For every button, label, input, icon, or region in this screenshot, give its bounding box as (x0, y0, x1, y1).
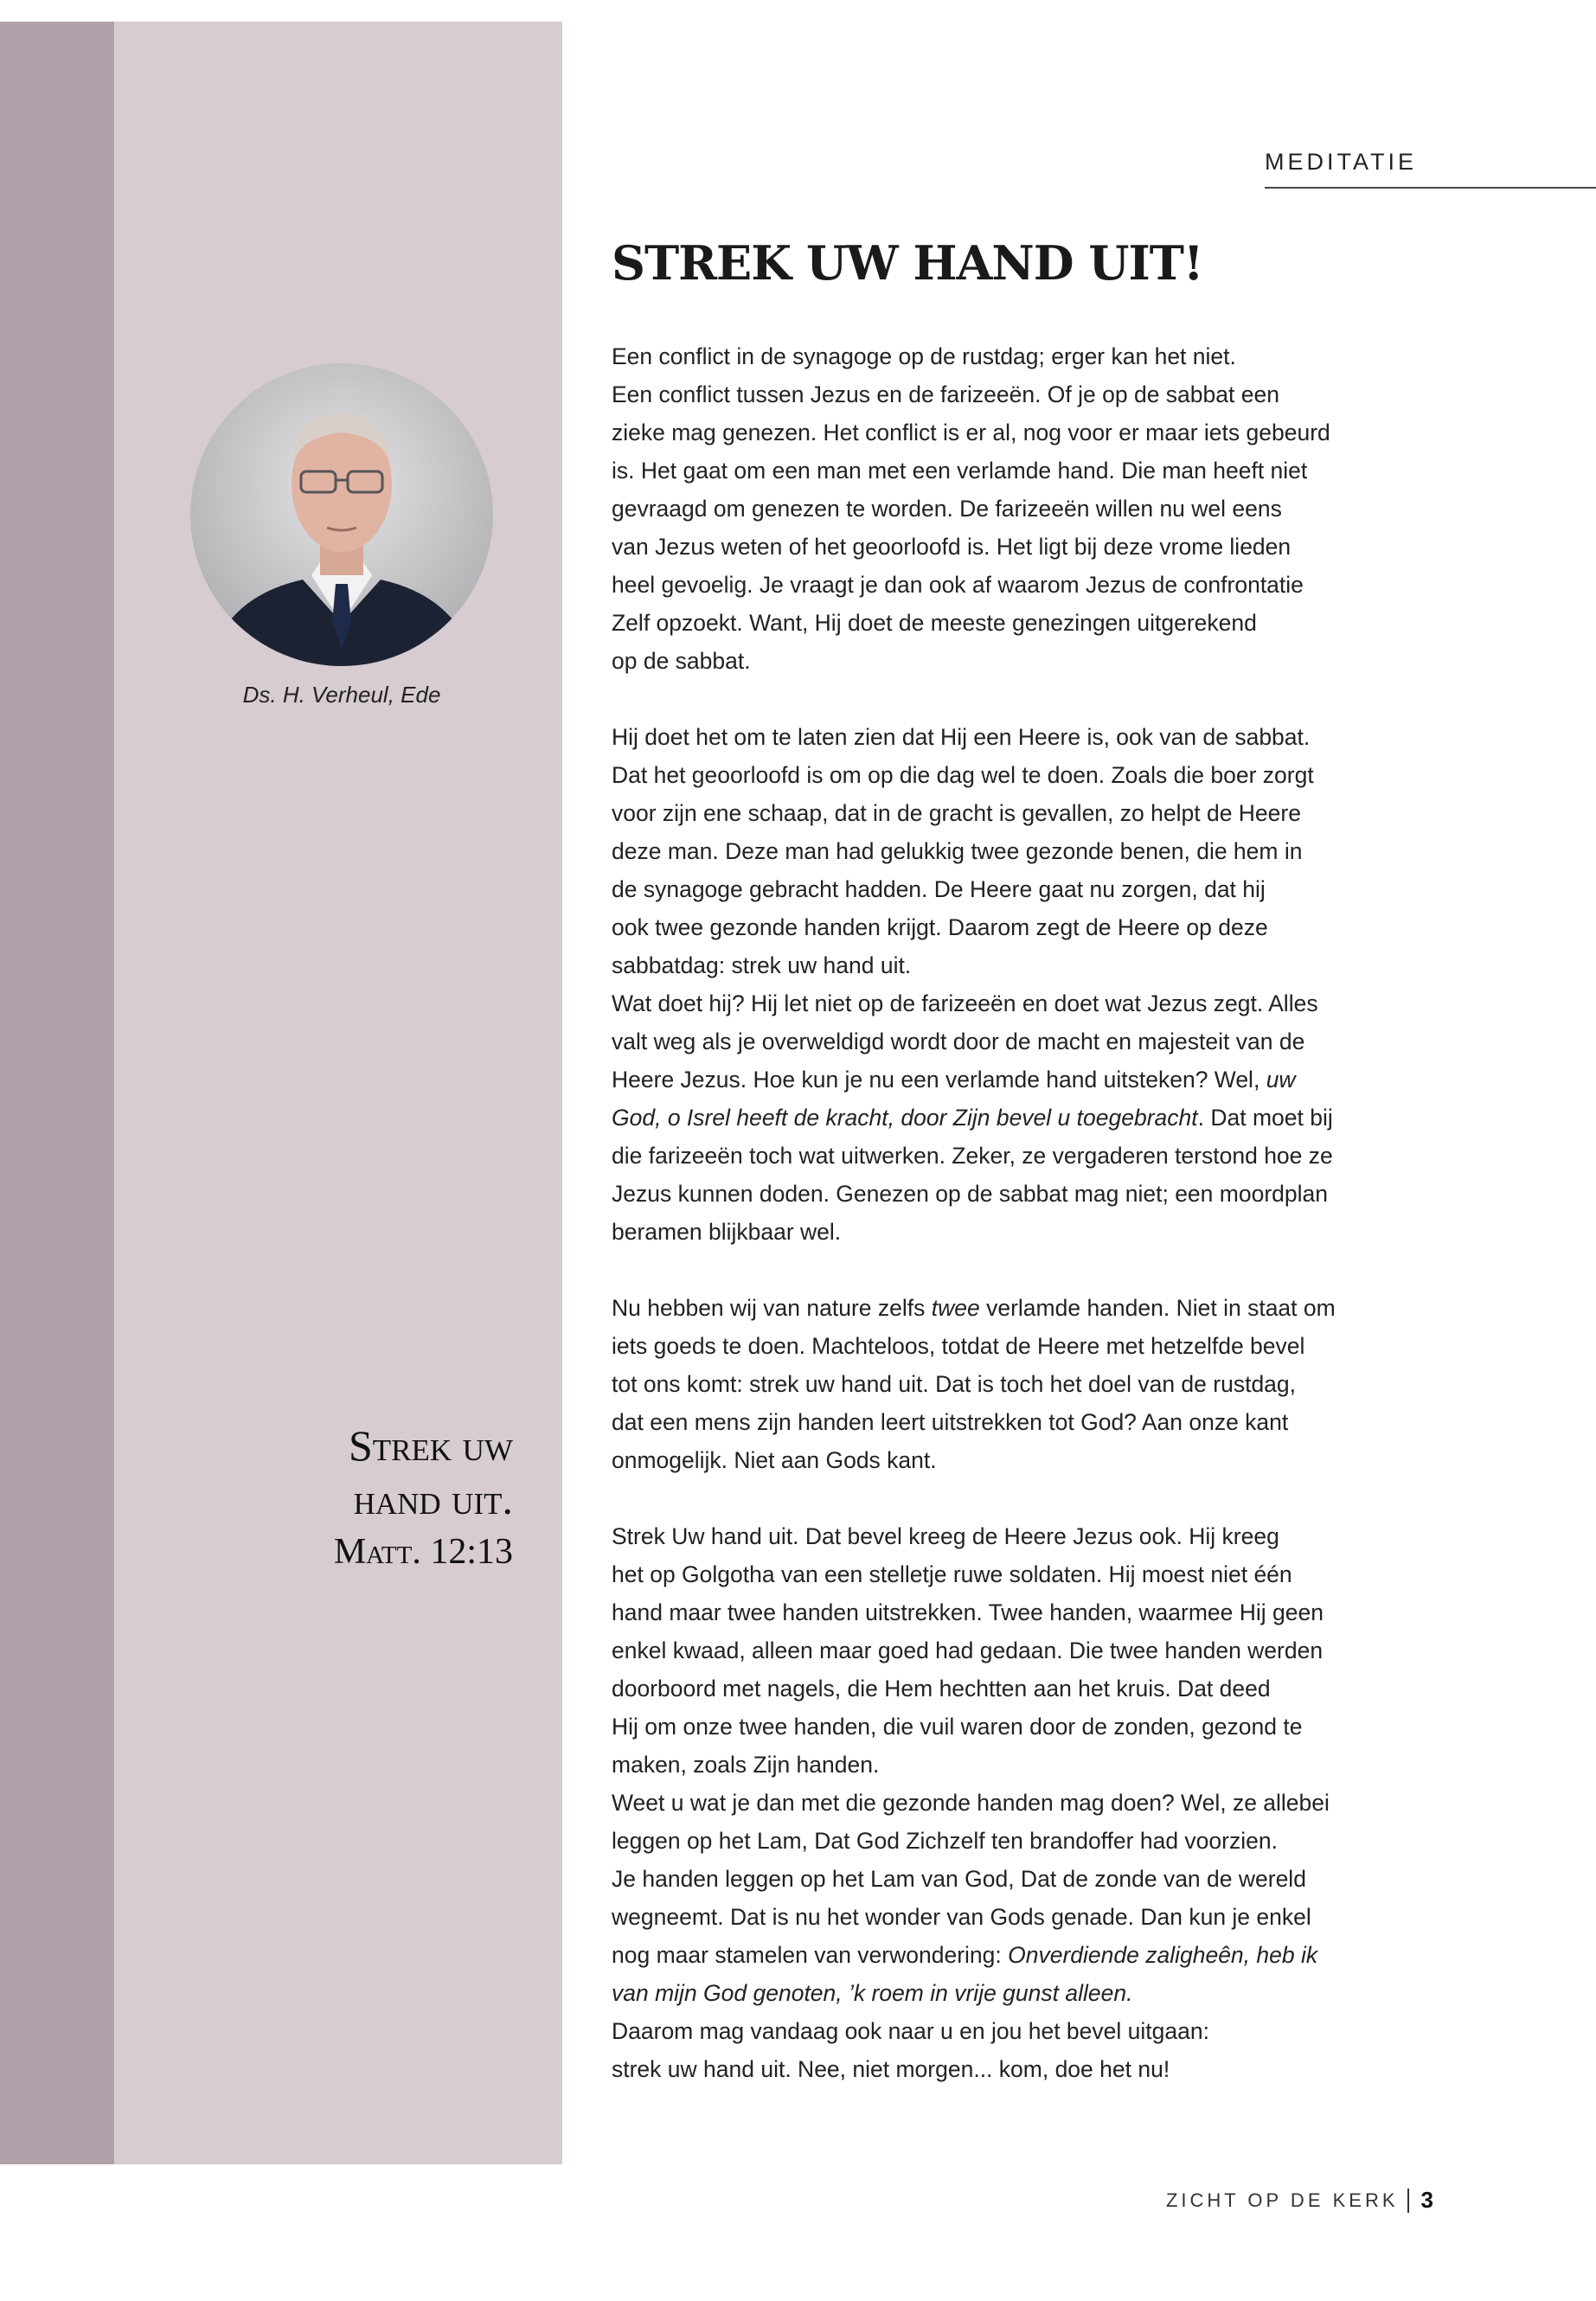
section-label: MEDITATIE (1265, 149, 1417, 175)
text-segment: voor zijn ene schaap, dat in de gracht is gevallen, zo helpt de Heere (612, 800, 1301, 826)
text-segment: Hij om onze twee handen, die vuil waren door de zonden, gezond te (612, 1714, 1303, 1740)
text-line (612, 946, 1442, 984)
text-segment: die farizeeën toch wat uitwerken. Zeker, ze vergaderen terstond hoe ze (612, 1143, 1333, 1169)
text-segment: maken, zoals Zijn handen. (612, 1752, 880, 1778)
author-caption: Ds. H. Verheul, Ede (242, 682, 441, 708)
sidebar-panel (114, 22, 562, 2164)
text-line (612, 1137, 1442, 1175)
text-line (612, 756, 1442, 794)
text-segment: nog maar stamelen van verwondering: (612, 1942, 1009, 1968)
text-line (612, 984, 1442, 1022)
italic-quote-text: uw (1266, 1067, 1296, 1093)
text-line (612, 1327, 1442, 1365)
text-line (612, 1784, 1442, 1822)
text-line (612, 1517, 1442, 1555)
text-segment: verlamde handen. Niet in staat om (979, 1295, 1336, 1321)
article-title: STREK UW HAND UIT! (612, 235, 1203, 291)
footer-divider (1407, 2189, 1409, 2213)
text-segment: valt weg als je overweldigd wordt door de macht en majesteit van de (612, 1029, 1305, 1054)
article-paragraph (612, 337, 1442, 680)
text-segment: de synagoge gebracht hadden. De Heere gaat nu zorgen, dat hij (612, 876, 1266, 902)
article-paragraph (612, 718, 1442, 1251)
text-segment: Zelf opzoekt. Want, Hij doet de meeste genezingen uitgerekend (612, 610, 1257, 636)
text-segment: Dat het geoorloofd is om op die dag wel te doen. Zoals die boer zorgt (612, 762, 1314, 788)
italic-quote-text: Onverdiende zaligheên, heb ik (1008, 1942, 1318, 1968)
text-line (612, 1061, 1442, 1099)
text-segment: heel gevoelig. Je vraagt je dan ook af waarom Jezus de confrontatie (612, 572, 1304, 598)
text-segment: dat een mens zijn handen leert uitstrekken tot God? Aan onze kant (612, 1409, 1289, 1435)
text-segment: Jezus kunnen doden. Genezen op de sabbat mag niet; een moordplan (612, 1181, 1328, 1207)
text-line (612, 413, 1442, 452)
text-line (612, 870, 1442, 908)
author-photo (190, 363, 493, 666)
text-segment: enkel kwaad, alleen maar goed had gedaan. Die twee handen werden (612, 1638, 1324, 1663)
text-line (612, 1898, 1442, 1936)
text-segment: Je handen leggen op het Lam van God, Dat de zonde van de wereld (612, 1866, 1306, 1892)
text-line (612, 1746, 1442, 1784)
text-line (612, 794, 1442, 832)
article-paragraph (612, 1289, 1442, 1479)
text-segment: sabbatdag: strek uw hand uit. (612, 952, 912, 978)
text-segment: van Jezus weten of het geoorloofd is. Het ligt bij deze vrome lieden (612, 534, 1292, 560)
article-body (612, 337, 1442, 2126)
text-line (612, 1860, 1442, 1898)
text-line (612, 1403, 1442, 1441)
text-segment: Daarom mag vandaag ook naar u en jou het bevel uitgaan: (612, 2018, 1209, 2044)
text-segment: tot ons komt: strek uw hand uit. Dat is toch het doel van de rustdag, (612, 1371, 1297, 1397)
text-segment: gevraagd om genezen te worden. De farizeeën willen nu wel eens (612, 496, 1282, 522)
text-line (612, 718, 1442, 756)
text-segment: op de sabbat. (612, 648, 751, 674)
text-segment: . Dat moet bij (1197, 1105, 1333, 1131)
decorative-stripe (0, 22, 114, 2164)
page-number: 3 (1420, 2187, 1433, 2213)
text-line (612, 642, 1442, 680)
text-line (612, 1175, 1442, 1213)
italic-quote-text: God, o Isrel heeft de kracht, door Zijn bevel u toegebracht (612, 1105, 1198, 1131)
text-line (612, 1365, 1442, 1403)
text-segment: Hij doet het om te laten zien dat Hij een Heere is, ook van de sabbat. (612, 724, 1311, 750)
text-line (612, 1670, 1442, 1708)
text-line (612, 452, 1442, 490)
italic-quote-text: van mijn God genoten, ’k roem in vrije gunst alleen. (612, 1980, 1133, 2006)
pull-quote-line: Strek uw (349, 1421, 513, 1470)
text-line (612, 1441, 1442, 1479)
text-segment: strek uw hand uit. Nee, niet morgen... kom, doe het nu! (612, 2056, 1170, 2082)
pull-quote-line: hand uit. (353, 1475, 513, 1523)
text-segment: het op Golgotha van een stelletje ruwe soldaten. Hij moest niet één (612, 1561, 1292, 1587)
text-segment: doorboord met nagels, die Hem hechtten aan het kruis. Dat deed (612, 1676, 1271, 1702)
text-line (612, 2050, 1442, 2088)
text-line (612, 1974, 1442, 2012)
magazine-name: ZICHT OP DE KERK (1165, 2189, 1399, 2211)
section-divider (1265, 187, 1596, 189)
text-segment: zieke mag genezen. Het conflict is er al, nog voor er maar iets gebeurd (612, 420, 1330, 445)
text-line (612, 1022, 1442, 1061)
text-segment: beramen blijkbaar wel. (612, 1219, 842, 1245)
pull-quote (334, 1419, 513, 1578)
text-line (612, 1099, 1442, 1137)
text-segment: Nu hebben wij van nature zelfs (612, 1295, 932, 1321)
text-line (612, 1289, 1442, 1327)
text-line (612, 1631, 1442, 1670)
text-segment: deze man. Deze man had gelukkig twee gezonde benen, die hem in (612, 838, 1303, 864)
text-line (612, 490, 1442, 528)
pull-quote-reference: Matt. 12:13 (333, 1532, 513, 1572)
text-segment: Heere Jezus. Hoe kun je nu een verlamde hand uitsteken? Wel, (612, 1067, 1266, 1093)
text-line (612, 337, 1442, 375)
text-line (612, 1555, 1442, 1593)
text-line (612, 1213, 1442, 1251)
text-segment: Een conflict in de synagoge op de rustdag; erger kan het niet. (612, 343, 1236, 369)
text-line (612, 566, 1442, 604)
page-footer (1166, 2187, 1433, 2214)
text-line (612, 604, 1442, 642)
text-segment: ook twee gezonde handen krijgt. Daarom zegt de Heere op deze (612, 914, 1268, 940)
italic-quote-text: twee (931, 1295, 980, 1321)
text-line (612, 1708, 1442, 1746)
article-paragraph (612, 1517, 1442, 2088)
text-line (612, 375, 1442, 413)
text-segment: is. Het gaat om een man met een verlamde hand. Die man heeft niet (612, 458, 1308, 484)
text-segment: Een conflict tussen Jezus en de farizeeën. Of je op de sabbat een (612, 381, 1279, 407)
text-segment: wegneemt. Dat is nu het wonder van Gods genade. Dan kun je enkel (612, 1904, 1311, 1930)
text-line (612, 832, 1442, 870)
text-segment: iets goeds te doen. Machteloos, totdat de Heere met hetzelfde bevel (612, 1333, 1305, 1359)
text-segment: Strek Uw hand uit. Dat bevel kreeg de Heere Jezus ook. Hij kreeg (612, 1523, 1279, 1549)
text-line (612, 1936, 1442, 1974)
text-segment: leggen op het Lam, Dat God Zichzelf ten brandoffer had voorzien. (612, 1828, 1278, 1854)
text-line (612, 1822, 1442, 1860)
text-line (612, 908, 1442, 946)
text-line (612, 528, 1442, 566)
text-segment: Wat doet hij? Hij let niet op de farizeeën en doet wat Jezus zegt. Alles (612, 990, 1318, 1016)
text-segment: hand maar twee handen uitstrekken. Twee handen, waarmee Hij geen (612, 1599, 1324, 1625)
text-segment: Weet u wat je dan met die gezonde handen mag doen? Wel, ze allebei (612, 1790, 1330, 1816)
text-line (612, 1593, 1442, 1631)
text-line (612, 2012, 1442, 2050)
text-segment: onmogelijk. Niet aan Gods kant. (612, 1447, 937, 1473)
